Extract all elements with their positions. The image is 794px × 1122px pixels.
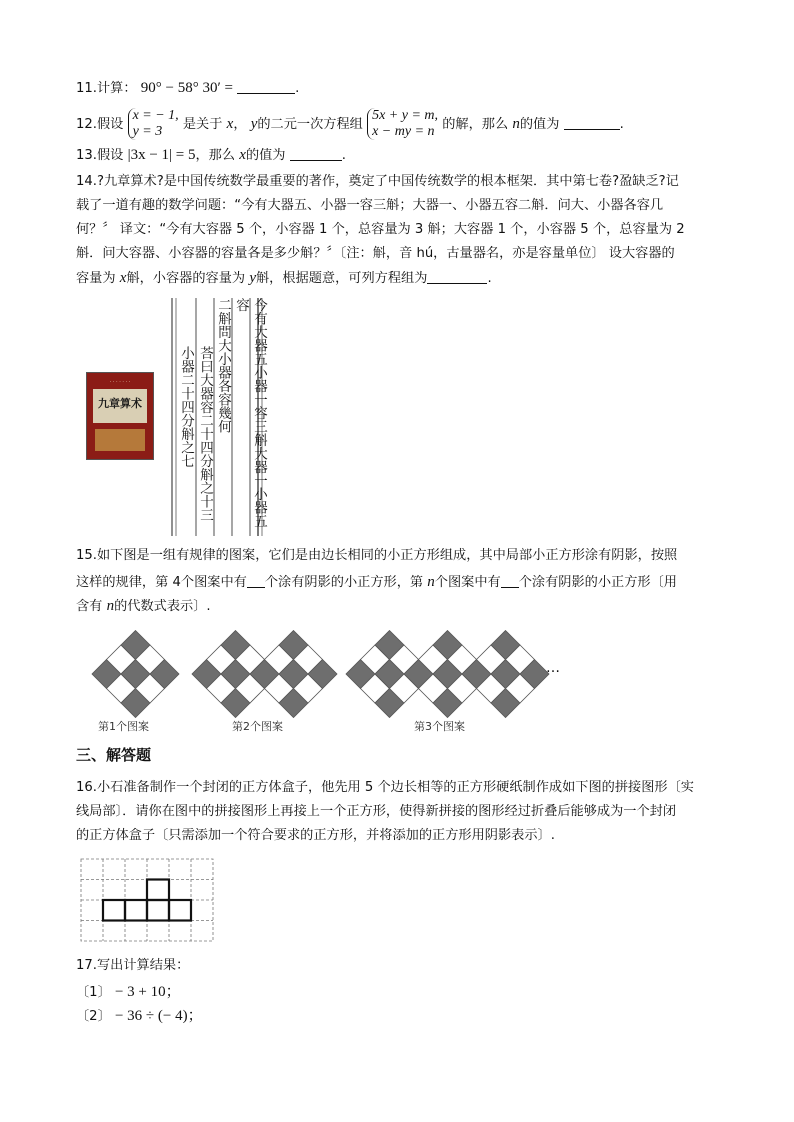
q13-answer-blank bbox=[290, 146, 342, 161]
scroll-column-2: 二斛問大小器各容幾何 bbox=[215, 298, 231, 433]
caption-pattern-1: 第1个图案 bbox=[98, 720, 149, 733]
q17-item-1: 〔1〕 − 3 + 10； bbox=[76, 984, 181, 1000]
q17-item-2: 〔2〕 − 36 ÷ (− 4)； bbox=[76, 1008, 203, 1024]
q12-system-2: 5x + y = m, x − my = n bbox=[367, 108, 438, 140]
q16-line-3: 的正方体盒子〔只需添加一个符合要求的正方形，并将添加的正方形用阴影表示〕. bbox=[76, 828, 555, 843]
q13-absolute-equation: |3x − 1| = 5 bbox=[127, 147, 196, 163]
q11-answer-blank bbox=[237, 79, 295, 94]
pattern-figure-1 bbox=[92, 631, 179, 718]
q12: 12.假设 x = − 1, y = 3 是关于 x， y的二元一次方程组 5x + y = m, x − my = n 的解，那么 n的值为 . bbox=[76, 108, 624, 139]
book-title: 九章算术 bbox=[98, 397, 142, 410]
q11-label: 11.计算： bbox=[76, 81, 137, 96]
q16-line-1: 16.小石准备制作一个封闭的正方体盒子，他先用 5 个边长相等的正方形硬纸制作成如下图的拼接图形〔实 bbox=[76, 780, 694, 795]
q12-system-1: x = − 1, y = 3 bbox=[128, 108, 179, 140]
q12-answer-blank bbox=[564, 115, 620, 130]
book-cover-image: · · · · · · · 九章算术 bbox=[86, 372, 154, 460]
q15-blank-1 bbox=[247, 573, 265, 588]
pattern-figures bbox=[84, 628, 604, 728]
q15-line-2: 这样的规律，第 4个图案中有 个涂有阴影的小正方形，第 n个图案中有 个涂有阴影的小正方形〔用 bbox=[76, 574, 677, 590]
scroll-column-4: 小器二十四分斛之七 bbox=[178, 346, 194, 468]
q15-line-3: 含有 n的代数式表示〕. bbox=[76, 598, 211, 614]
pattern-ellipsis: … bbox=[546, 660, 560, 676]
q14-line-2: 载了一道有趣的数学问题：“今有大器五、小器一容三斛；大器一、小器五容二斛．问大、小器各容几 bbox=[76, 198, 664, 213]
caption-pattern-2: 第2个图案 bbox=[232, 720, 283, 733]
q11-expression: 90° − 58° 30′ = bbox=[140, 80, 233, 96]
q15-blank-2 bbox=[501, 573, 519, 588]
q14-line-4: 斛．问大容器、小容器的容量各是多少斛？〞〔注：斛，音 hú，古量器名，亦是容量单位〕 设大容器的 bbox=[76, 246, 675, 261]
pattern-figure-2 bbox=[192, 631, 337, 718]
scroll-column-1: 今有大器五小器一容三斛大器一小器五容 bbox=[233, 298, 267, 528]
caption-pattern-3: 第3个图案 bbox=[414, 720, 465, 733]
ancient-text-image bbox=[170, 298, 267, 536]
section-title: 三、解答题 bbox=[76, 746, 152, 764]
scroll-column-3: 荅曰大器容二十四分斛之十三 bbox=[197, 346, 213, 522]
q14-line-1: 14.?九章算术?是中国传统数学最重要的著作，奠定了中国传统数学的根本框架．其中第七卷?盈缺乏?记 bbox=[76, 174, 679, 189]
q14-line-5: 容量为 x斛，小容器的容量为 y斛，根据题意，可列方程组为 . bbox=[76, 270, 492, 286]
q16-line-2: 线局部〕．请你在图中的拼接图形上再接上一个正方形，使得新拼接的图形经过折叠后能够成为一个封闭 bbox=[76, 804, 677, 819]
q17-title: 17.写出计算结果： bbox=[76, 958, 190, 973]
pattern-figure-3 bbox=[346, 631, 549, 718]
q15-line-1: 15.如下图是一组有规律的图案，它们是由边长相同的小正方形组成，其中局部小正方形涂有阴影，按照 bbox=[76, 548, 678, 563]
q11: 11.计算： 90° − 58° 30′ = . bbox=[76, 80, 300, 96]
q13: 13.假设 |3x − 1| = 5，那么 x的值为 . bbox=[76, 147, 346, 163]
cube-net-figure bbox=[80, 858, 214, 944]
q14-answer-blank bbox=[427, 269, 487, 284]
q14-line-3: 何？〞 译文：“今有大容器 5 个，小容器 1 个，总容量为 3 斛；大容器 1 个，小容器 5 个，总容量为 2 bbox=[76, 222, 685, 237]
